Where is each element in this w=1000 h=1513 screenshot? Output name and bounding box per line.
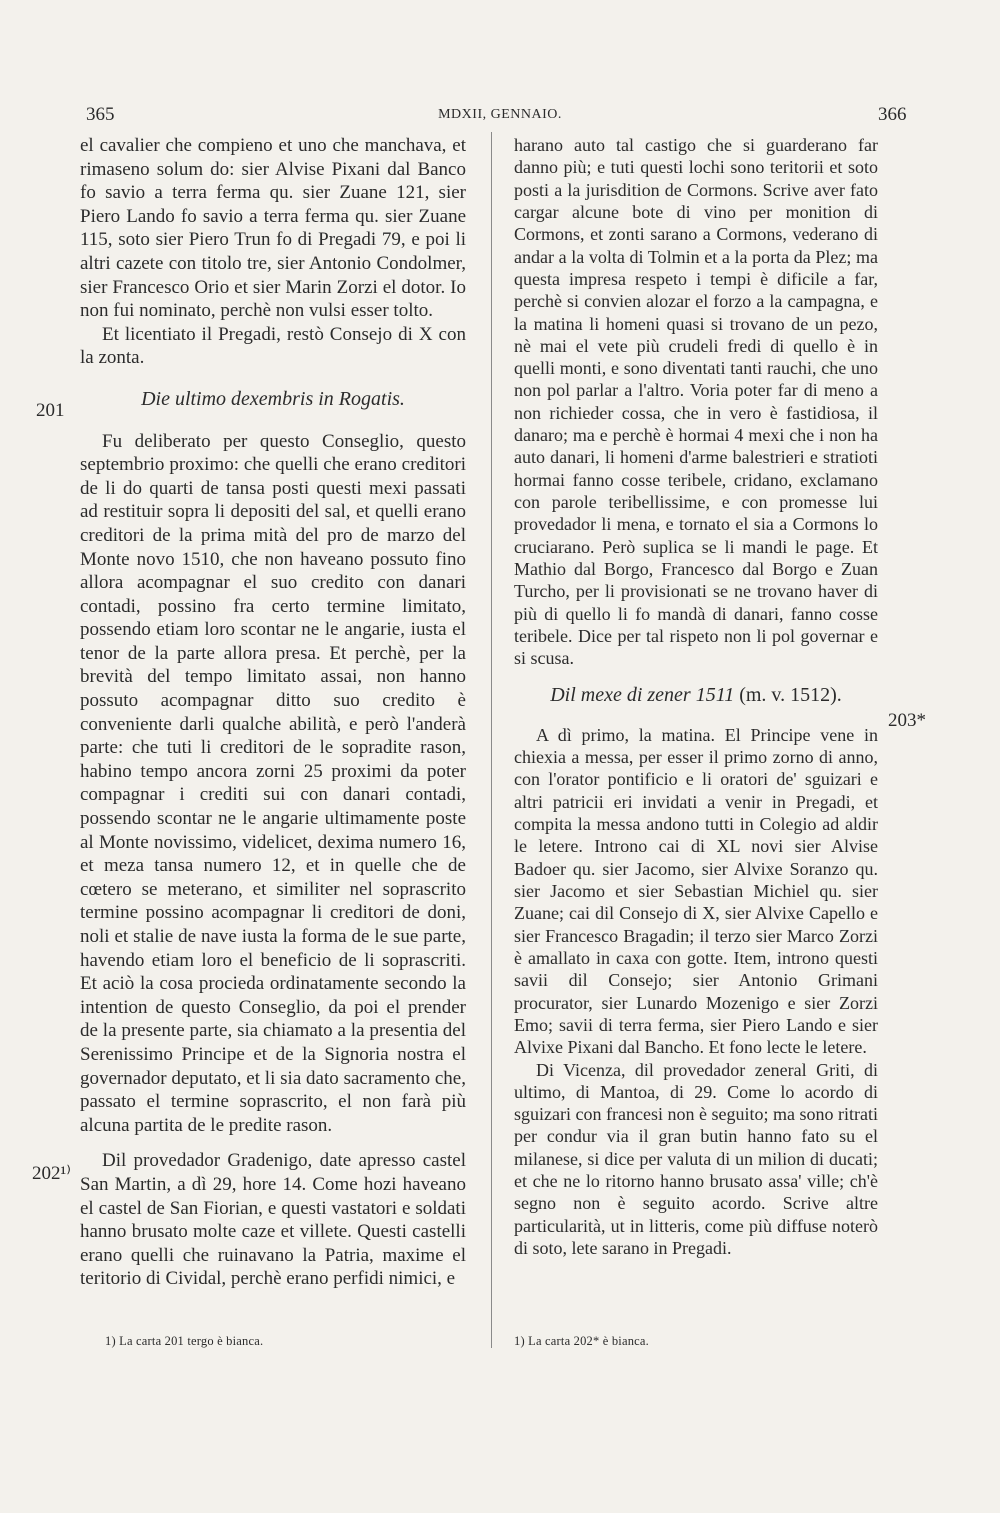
paragraph: A dì primo, la matina. El Principe vene in chiexia a messa, per esser il primo zorno di anno, con l'orator pontificio e li oratori de' sguizari e altri patricii eri invidati a venir in Pregadi, et compita la messa andono tutti in Colegio ad aldir le letere. Introno cai di XL novi sier Alvise Badoer qu. sier Jacomo, sier Alvixe Soranzo qu. sier Jacomo et sier Sebastian Michiel qu. sier Zuane; cai dil Consejo di X, sier Alvixe Capello e sier Francesco Bragadin; il terzo sier Marco Zorzi è amallato in caxa con gotte. Item, introno questi savii dil Consejo; sier Antonio Grimani procurator, sier Lunardo Mozenigo e sier Zorzi Emo; savii di terra ferma, sier Piero Lando e sier Alvixe Pixani dal Bancho. Et fono lecte le letere. <box>514 724 878 1058</box>
page-number-right: 366 <box>878 104 907 125</box>
footnote-right: 1) La carta 202* è bianca. <box>514 1334 649 1348</box>
paragraph: Et licentiato il Pregadi, restò Consejo di X con la zonta. <box>80 323 466 369</box>
margin-number-202: 202¹⁾ <box>32 1163 71 1184</box>
section-heading <box>514 684 878 706</box>
paragraph: Di Vicenza, dil provedador zeneral Griti, di ultimo, di Mantoa, di 29. Come lo acordo di sguizari con francesi non è seguito; ma sono ritrati per condur via il gran butin hanno fato su el milanese, si dice per valuta di un milion di ducati; et che ne lo ritorno hanno brusato assa' ville; ch'è segno non è seguito acordo. Scrive altre particularità, ut in litteris, come più diffuse noterò di soto, lete sarano in Pregadi. <box>514 1059 878 1258</box>
paragraph: el cavalier che compieno et uno che manchava, et rimaseno solum do: sier Alvise Pixani dal Banco fo savio a terra ferma qu. sier Zuane 121, sier Piero Lando fo savio a terra ferma qu. sier Zuane 115, soto sier Piero Trun fo di Pregadi 79, e poi li altri cazete con titolo tre, sier Antonio Condolmer, sier Francesco Orio et sier Marin Zorzi el dotor. Io non fui nominato, perchè non vulsi esser tolto. <box>80 135 466 322</box>
heading-suffix: (m. v. 1512). <box>739 683 842 706</box>
right-column <box>514 134 878 1259</box>
page-number-left: 365 <box>86 104 115 125</box>
paragraph: Dil provedador Gradenigo, date apresso castel San Martin, a dì 29, hore 14. Come hozi haveano el castel de San Fiorian, e questi vastatori e soldati hanno brusato molte caze et villete. Questi castelli erano quelli che ruinavano la Patria, maxime el teritorio di Cividal, perchè erano perfidi nimici, e <box>80 1150 466 1290</box>
running-head: MDXII, GENNAIO. <box>438 107 562 122</box>
footnote-left: 1) La carta 201 tergo è bianca. <box>105 1334 264 1348</box>
heading-text: Dil mexe di zener 1511 <box>550 683 735 706</box>
paragraph: harano auto tal castigo che si guarderano far danno più; e tuti questi lochi sono teritorii et soto posti a la jurisdition de Cormons. Scrive aver fato cargar alcune bote di vino per monition di Cormons, et zonti sarano a Cormons, vederano di andar a la volta di Tolmin et a la porta da Plez; ma questa impresa respeto i tempi è dificile a far, perchè si convien alozar el forzo a la campagna, e la matina li homeni quasi si trovano de un pezo, nè mai el vete più crudeli fredi di quello è in quelli monti, e sono diventati tanti rauchi, che uno non pol parlar a l'altro. Voria poter far di meno a non richieder cossa, che in vero è fastidiosa, il danaro; ma e perchè è hormai 4 mexi che i non ha auto danari, li homeni d'arme balestrieri e stratioti hormai fanno cosse teribele, cridano, exclamano con parole teribellissime, e con promesse lui provedador li mena, e tornato el sia a Cormons lo cruciarano. Però suplica se li mandi le page. Et Mathio dal Borgo, Francesco dal Borgo e Zuan Turcho, per li provisionati se ne trovano haver di più di quello li fo mandà di danari, fanno cosse teribele. Dice per tal rispeto non li pol governar e si scusa. <box>514 135 878 669</box>
margin-number-203: 203* <box>888 710 926 731</box>
column-divider <box>491 132 492 1348</box>
margin-number-201: 201 <box>36 400 65 421</box>
paragraph: Fu deliberato per questo Conseglio, questo septembrio proximo: che quelli che erano creditori de li do quarti de tansa posti questi mexi passati ad restituir sopra li depositi del sal, et quelli erano creditori de la prima mità del pro de marzo del Monte novo 1510, che non haveano possuto fino allora acompagnar el suo credito con danari contadi, possino fra certo termine limitato, possendo etiam loro scontar ne le angarie, iusta el tenor de la parte allora presa. Et perchè, per la brevità del tempo limitato assai, non hanno possuto acompagnar ditto suo credito è conveniente darli qualche abilità, e però l'anderà parte: che tuti li creditori de le sopradite rason, habino tempo ancora zorni 25 proximi da poter compagnar i crediti sui con danari contadi, possendo scontar ne le angarie ultimamente poste al Monte novissimo, videlicet, dexima numero 16, et meza tansa numero 12, et in quelle che de cœtero se meterano, et similiter nel soprascrito termine possino acompagnar li creditori de doni, noli et stalie de nave iusta la forma de le sue parte, havendo etiam loro el beneficio de li soprascriti. Et aciò la cosa procieda ordinatamente secondo la intention de questo Conseglio, da poi el prender de la presente parte, sia chiamato a la presentia del Serenissimo Principe et de la Signoria nostra el governador deputato, et li sia dato sacramento che, passato el termine soprascrito, el non farà più alcuna partita de le predite rason. <box>80 430 466 1136</box>
left-column <box>80 134 466 1291</box>
section-heading: Die ultimo dexembris in Rogatis. <box>141 387 405 410</box>
